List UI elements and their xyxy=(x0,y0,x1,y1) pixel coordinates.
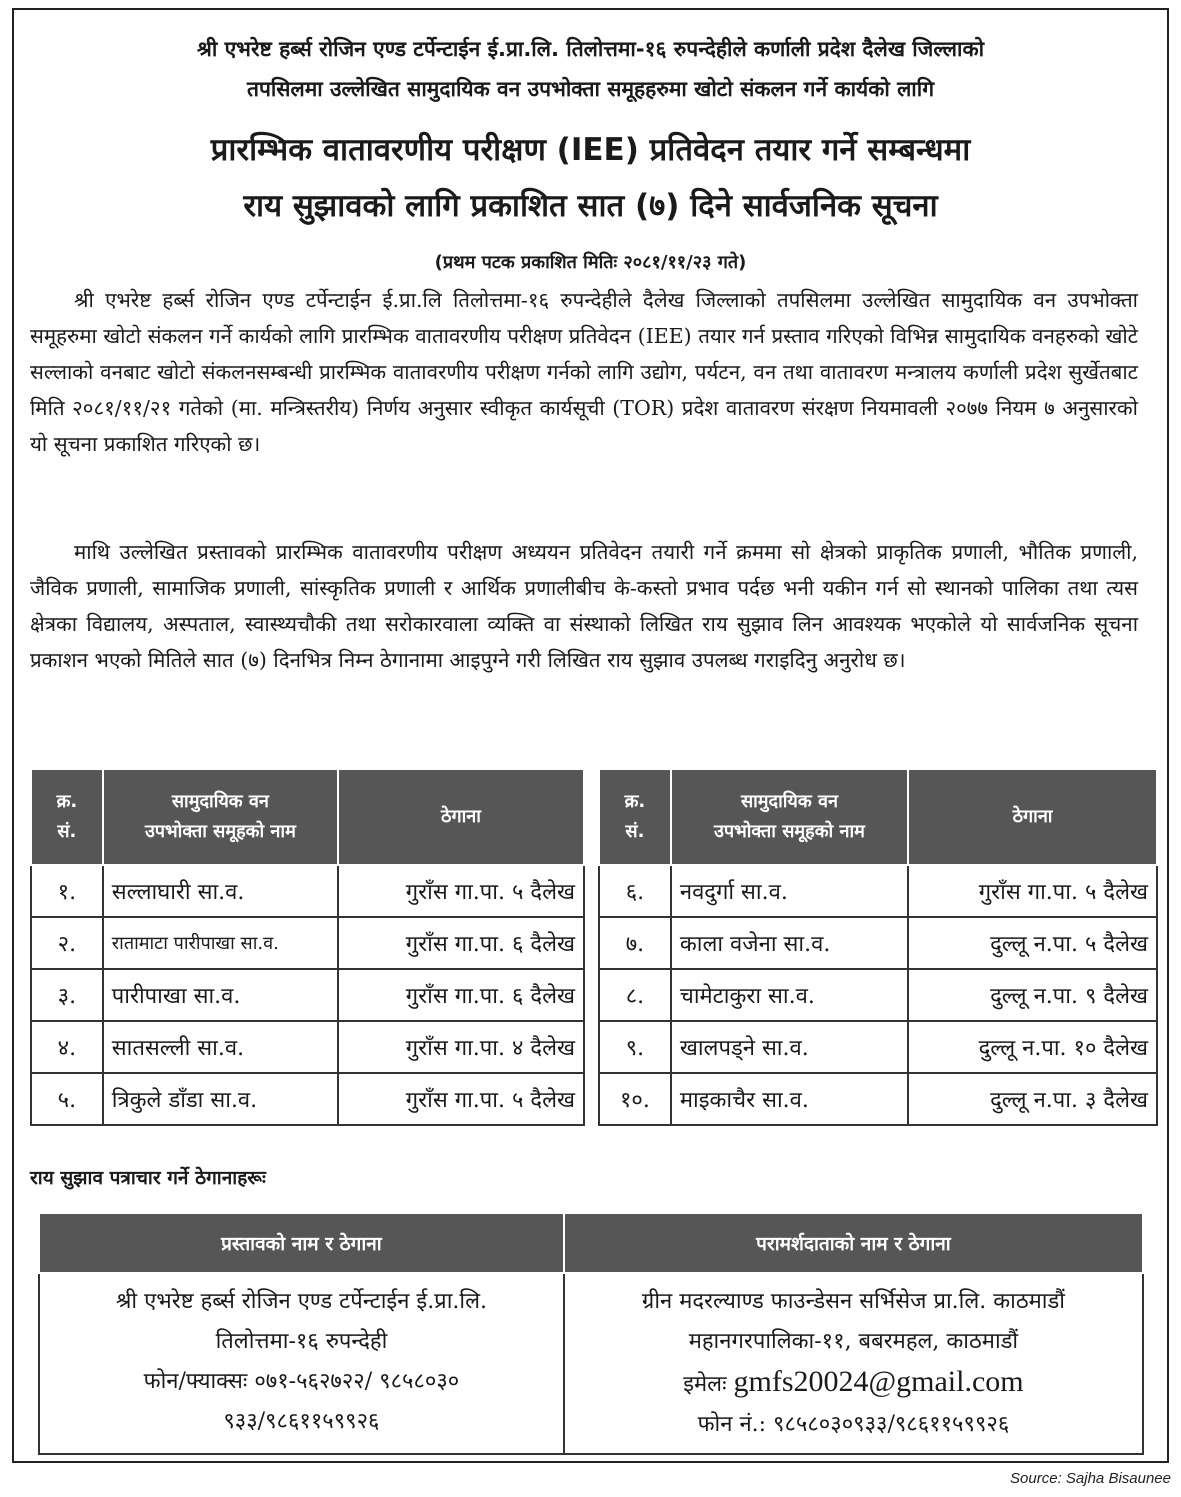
header-address: ठेगाना xyxy=(908,769,1157,865)
row-sn: ५. xyxy=(31,1073,103,1125)
notice-title-2: राय सुझावको लागि प्रकाशित सात (७) दिने सार्वजनिक सूचना xyxy=(243,188,938,224)
forest-table-left xyxy=(30,768,585,1126)
row-sn: ७. xyxy=(599,917,671,969)
table-row xyxy=(31,969,584,1021)
row-address: गुराँस गा.पा. ५ दैलेख xyxy=(338,1073,584,1125)
consultant-address: महानगरपालिका-११, बबरमहल, काठमाडौं xyxy=(688,1329,1019,1354)
row-group-name: सातसल्ली सा.व. xyxy=(103,1021,338,1073)
table-row xyxy=(599,917,1157,969)
table-row xyxy=(31,865,584,917)
row-group-name: नवदुर्गा सा.व. xyxy=(671,865,908,917)
table-row xyxy=(599,1073,1157,1125)
row-group-name: रातामाटा पारीपाखा सा.व. xyxy=(103,917,338,969)
row-group-name: माइकाचैर सा.व. xyxy=(671,1073,908,1125)
notice-title-1: प्रारम्भिक वातावरणीय परीक्षण (IEE) प्रतिवेदन तयार गर्ने सम्बन्धमा xyxy=(210,132,971,168)
row-sn: १०. xyxy=(599,1073,671,1125)
paragraph-2 xyxy=(30,534,1138,678)
row-address: गुराँस गा.पा. ५ दैलेख xyxy=(338,865,584,917)
header-address: ठेगाना xyxy=(338,769,584,865)
row-group-name: खालपड्ने सा.व. xyxy=(671,1021,908,1073)
table-row xyxy=(31,1073,584,1125)
row-group-name: सल्लाघारी सा.व. xyxy=(103,865,338,917)
table-row xyxy=(599,865,1157,917)
row-address: दुल्लू न.पा. ३ दैलेख xyxy=(908,1073,1157,1125)
consultant-name: ग्रीन मदरल्याण्ड फाउन्डेसन सर्भिसेज प्रा.लि. काठमाडौं xyxy=(641,1289,1065,1314)
email-label: इमेलः xyxy=(683,1372,727,1397)
row-sn: ३. xyxy=(31,969,103,1021)
consultant-details xyxy=(564,1273,1143,1454)
row-address: गुराँस गा.पा. ६ दैलेख xyxy=(338,917,584,969)
proponent-header: प्रस्तावको नाम र ठेगाना xyxy=(39,1213,564,1273)
consultant-email[interactable]: gmfs20024@gmail.com xyxy=(733,1365,1024,1398)
row-sn: १. xyxy=(31,865,103,917)
table-row xyxy=(599,1021,1157,1073)
row-group-name: पारीपाखा सा.व. xyxy=(103,969,338,1021)
row-group-name: चामेटाकुरा सा.व. xyxy=(671,969,908,1021)
row-group-name: त्रिकुले डाँडा सा.व. xyxy=(103,1073,338,1125)
row-group-name: काला वजेना सा.व. xyxy=(671,917,908,969)
row-address: गुराँस गा.पा. ५ दैलेख xyxy=(908,865,1157,917)
row-sn: २. xyxy=(31,917,103,969)
row-sn: ८. xyxy=(599,969,671,1021)
proponent-address: तिलोत्तमा-१६ रुपन्देही xyxy=(215,1329,388,1354)
row-sn: ६. xyxy=(599,865,671,917)
header-line-1: श्री एभरेष्ट हर्ब्स रोजिन एण्ड टर्पेन्टाईन ई.प्रा.लि. तिलोत्तमा-१६ रुपन्देहीले कर्णाली प्रदेश दैलेख जिल्लाको xyxy=(196,37,985,61)
row-sn: ९. xyxy=(599,1021,671,1073)
proponent-phone-2: ९३३/९८६११५९९२६ xyxy=(223,1409,380,1434)
header-line-2: तपसिलमा उल्लेखित सामुदायिक वन उपभोक्ता समूहहरुमा खोटो संकलन गर्ने कार्यको लागि xyxy=(246,77,935,101)
forest-table-right xyxy=(598,768,1158,1126)
contact-heading: राय सुझाव पत्राचार गर्ने ठेगानाहरूः xyxy=(30,1167,266,1189)
table-row xyxy=(31,917,584,969)
row-address: गुराँस गा.पा. ४ दैलेख xyxy=(338,1021,584,1073)
proponent-phone: फोन/फ्याक्सः ०७१-५६२७२२/ ९८५८०३० xyxy=(143,1369,460,1394)
consultant-email-line xyxy=(571,1362,1136,1405)
consultant-header: परामर्शदाताको नाम र ठेगाना xyxy=(564,1213,1143,1273)
contact-table xyxy=(38,1212,1144,1455)
header-group-name: सामुदायिक वन उपभोक्ता समूहको नाम xyxy=(103,769,338,865)
header-sn: क्र. सं. xyxy=(599,769,671,865)
row-address: गुराँस गा.पा. ६ दैलेख xyxy=(338,969,584,1021)
table-row xyxy=(599,969,1157,1021)
row-address: दुल्लू न.पा. १० दैलेख xyxy=(908,1021,1157,1073)
paragraph-2-text: माथि उल्लेखित प्रस्तावको प्रारम्भिक वातावरणीय परीक्षण अध्ययन प्रतिवेदन तयारी गर्ने क्रममा सो क्षेत्रको प्राकृतिक प्रणाली, भौतिक प्रणाली, जैविक प्रणाली, सामाजिक प्रणाली, सांस्कृतिक प्रणाली र आर्थिक प्रणालीबीच के-कस्तो प्रभाव पर्दछ भनी यकीन गर्न सो स्थानको पालिका तथा त्यस क्षेत्रका विद्यालय, अस्पताल, स्वास्थ्यचौकी तथा सरोकारवाला व्यक्ति वा संस्थाको लिखित राय सुझाव लिन आवश्यक भएकोले यो सार्वजनिक सूचना प्रकाशन भएको मितिले सात (७) दिनभित्र निम्न ठेगानामा आइपुग्ने गरी लिखित राय सुझाव उपलब्ध गराइदिनु अनुरोध छ। xyxy=(30,540,1138,672)
publish-date: (प्रथम पटक प्रकाशित मितिः २०८१/११/२३ गते) xyxy=(434,252,747,273)
table-row xyxy=(31,1021,584,1073)
row-address: दुल्लू न.पा. ५ दैलेख xyxy=(908,917,1157,969)
proponent-details xyxy=(39,1273,564,1454)
source-credit: Source: Sajha Bisaunee xyxy=(1010,1470,1171,1487)
paragraph-1-text: श्री एभरेष्ट हर्ब्स रोजिन एण्ड टर्पेन्टाईन ई.प्रा.लि तिलोत्तमा-१६ रुपन्देहीले दैलेख जिल्लाको तपसिलमा उल्लेखित सामुदायिक वन उपभोक्ता समूहरुमा खोटो संकलन गर्ने कार्यको लागि प्रारम्भिक वातावरणीय परीक्षण प्रतिवेदन (IEE) तयार गर्न प्रस्ताव गरिएको विभिन्न सामुदायिक वनहरुको खोटे सल्लाको वनबाट खोटो संकलनसम्बन्धी प्रारम्भिक वातावरणीय परीक्षण गर्नको लागि उद्योग, पर्यटन, वन तथा वातावरण मन्त्रालय कर्णाली प्रदेश सुर्खेतबाट मिति २०८१/११/२१ गतेको (मा. मन्त्रिस्तरीय) निर्णय अनुसार स्वीकृत कार्यसूची (TOR) प्रदेश वातावरण संरक्षण नियमावली २०७७ नियम ७ अनुसारको यो सूचना प्रकाशित गरिएको छ। xyxy=(30,288,1138,456)
header-group-name: सामुदायिक वन उपभोक्ता समूहको नाम xyxy=(671,769,908,865)
consultant-phone: फोन नं.: ९८५८०३०९३३/९८६११५९९२६ xyxy=(697,1412,1010,1437)
row-sn: ४. xyxy=(31,1021,103,1073)
paragraph-1 xyxy=(30,282,1138,462)
row-address: दुल्लू न.पा. ९ दैलेख xyxy=(908,969,1157,1021)
proponent-name: श्री एभरेष्ट हर्ब्स रोजिन एण्ड टर्पेन्टाईन ई.प्रा.लि. xyxy=(115,1289,488,1314)
header-sn: क्र. सं. xyxy=(31,769,103,865)
